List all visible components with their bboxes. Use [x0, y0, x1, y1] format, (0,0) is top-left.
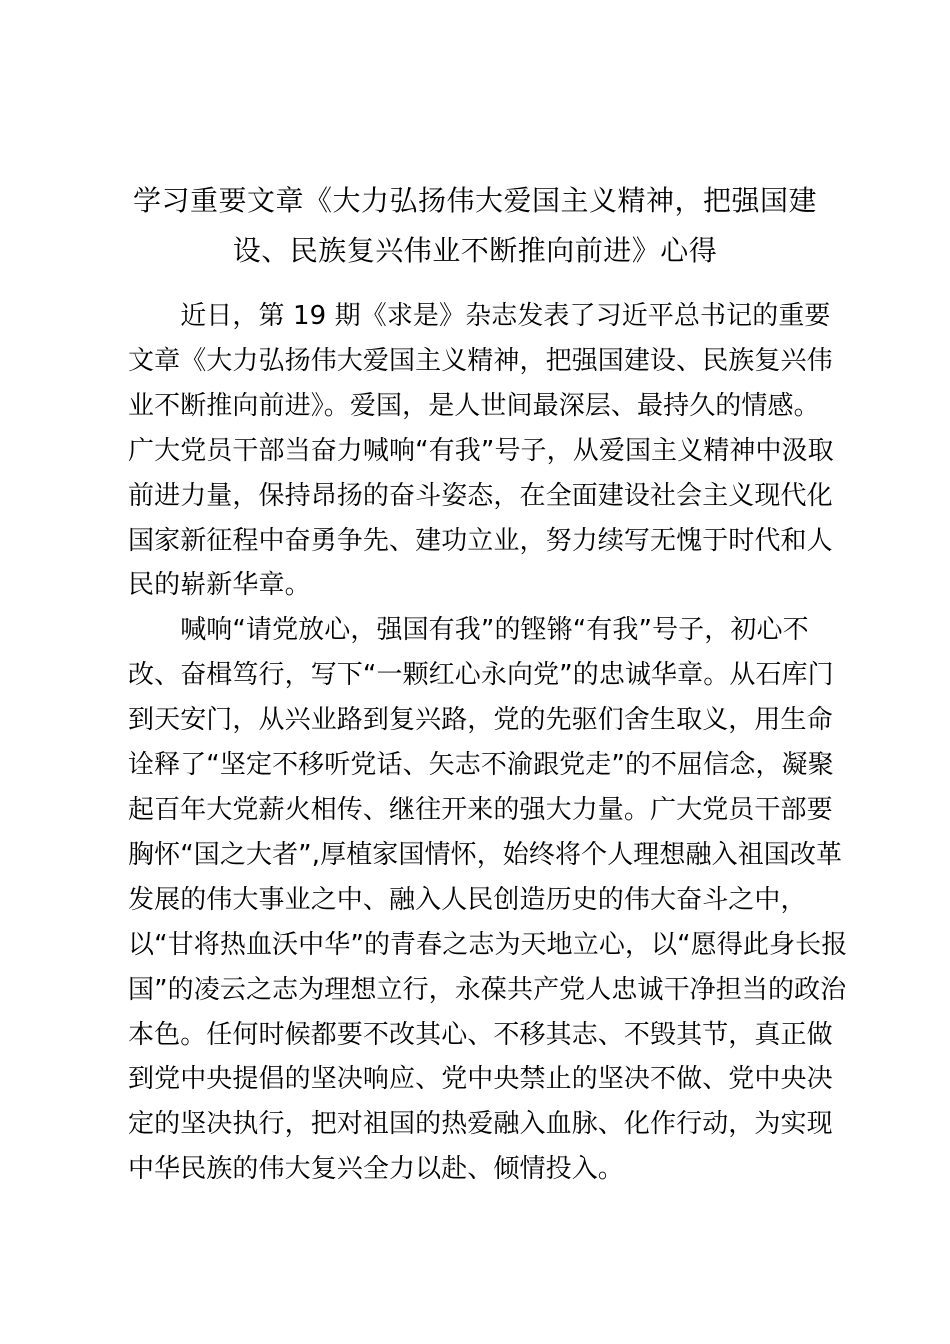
- text-line: 国”的凌云之志为理想立行，永葆共产党人忠诚干净担当的政治: [128, 974, 847, 1005]
- text-line: 民的崭新华章。: [128, 570, 311, 601]
- text-line: 国家新征程中奋勇争先、建功立业，努力续写无愧于时代和人: [128, 525, 833, 556]
- text-line: 到天安门，从兴业路到复兴路，党的先驱们舍生取义，用生命: [128, 705, 833, 736]
- text-line: 中华民族的伟大复兴全力以赴、倾情投入。: [128, 1154, 624, 1185]
- text-line: 发展的伟大事业之中、融入人民创造历史的伟大奋斗之中，: [128, 884, 807, 915]
- text-line: 本色。任何时候都要不改其心、不移其志、不毁其节，真正做: [128, 1019, 833, 1050]
- text-line: 近日，第 19 期《求是》杂志发表了习近平总书记的重要: [128, 301, 831, 331]
- text-line: 定的坚决执行，把对祖国的热爱融入血脉、化作行动，为实现: [128, 1109, 833, 1140]
- text-line: 前进力量，保持昂扬的奋斗姿态，在全面建设社会主义现代化: [128, 480, 833, 511]
- text-line: 起百年大党薪火相传、继往开来的强大力量。广大党员干部要: [128, 794, 833, 825]
- title-line: 设、民族复兴伟业不断推向前进》心得: [232, 234, 718, 267]
- text-line: 业不断推向前进》。爱国，是人世间最深层、最持久的情感。: [128, 390, 820, 421]
- paragraph-2: [128, 608, 848, 1192]
- paragraph-1: [128, 294, 840, 608]
- title-line: 学习重要文章《大力弘扬伟大爱国主义精神，把强国建: [132, 184, 817, 217]
- text-line: 胸怀“国之大者”,厚植家国情怀，始终将个人理想融入祖国改革: [128, 839, 843, 870]
- text-line: 到党中央提倡的坚决响应、党中央禁止的坚决不做、党中央决: [128, 1064, 833, 1095]
- text-line: 喊响“请党放心，强国有我”的铿锵“有我”号子，初心不: [128, 615, 809, 646]
- text-line: 诠释了“坚定不移听党话、矢志不渝跟党走”的不屈信念，凝聚: [128, 750, 834, 781]
- text-line: 广大党员干部当奋力喊响“有我”号子，从爱国主义精神中汲取: [128, 435, 834, 466]
- text-line: 改、奋楫笃行，写下“一颗红心永向党”的忠诚华章。从石库门: [128, 660, 834, 691]
- text-line: 以“甘将热血沃中华”的青春之志为天地立心，以“愿得此身长报: [128, 929, 848, 960]
- text-line: 文章《大力弘扬伟大爱国主义精神，把强国建设、民族复兴伟: [128, 345, 833, 376]
- document-title: [120, 176, 830, 276]
- document-body: [128, 294, 848, 1192]
